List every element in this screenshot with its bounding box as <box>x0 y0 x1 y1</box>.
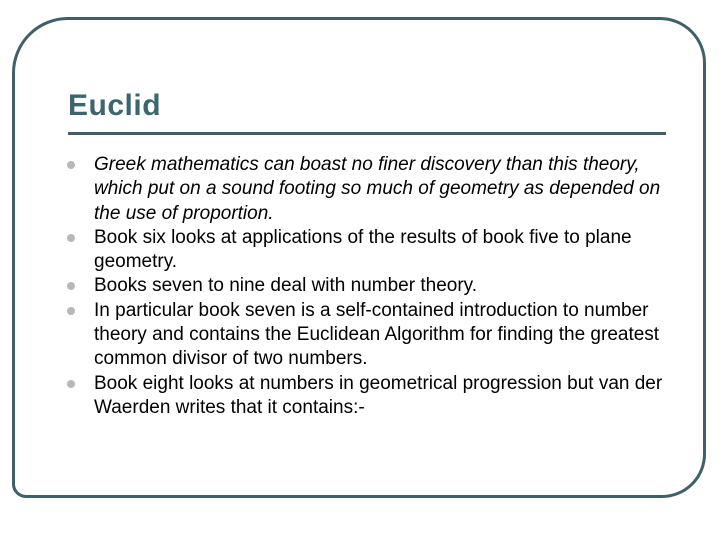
bullet-item <box>64 153 664 226</box>
bullet-item <box>64 372 664 421</box>
bullet-item <box>64 226 664 275</box>
bullet-text: Books seven to nine deal with number theory. <box>94 275 478 297</box>
bullet-text: Greek mathematics can boast no finer discovery than this theory, which put on a sound footing so much of geometry as depended on the use of proportion. <box>94 154 661 224</box>
bullet-dot-icon <box>67 307 75 315</box>
slide-title: Euclid <box>68 89 162 122</box>
bullet-text: Book eight looks at numbers in geometrical progression but van der Waerden writes that it contains:- <box>94 372 663 418</box>
bullet-dot-icon <box>67 380 75 388</box>
bullet-list <box>64 153 664 420</box>
bullet-dot-icon <box>67 161 75 169</box>
bullet-text: In particular book seven is a self-contained introduction to number theory and contains the Euclidean Algorithm for finding the greatest common divisor of two numbers. <box>94 299 660 370</box>
bullet-item <box>64 299 664 372</box>
bullet-dot-icon <box>67 234 75 242</box>
bullet-text: Book six looks at applications of the results of book five to plane geometry. <box>94 226 632 273</box>
bullet-item <box>64 274 664 298</box>
bullet-dot-icon <box>67 282 75 290</box>
title-underline <box>68 132 666 135</box>
